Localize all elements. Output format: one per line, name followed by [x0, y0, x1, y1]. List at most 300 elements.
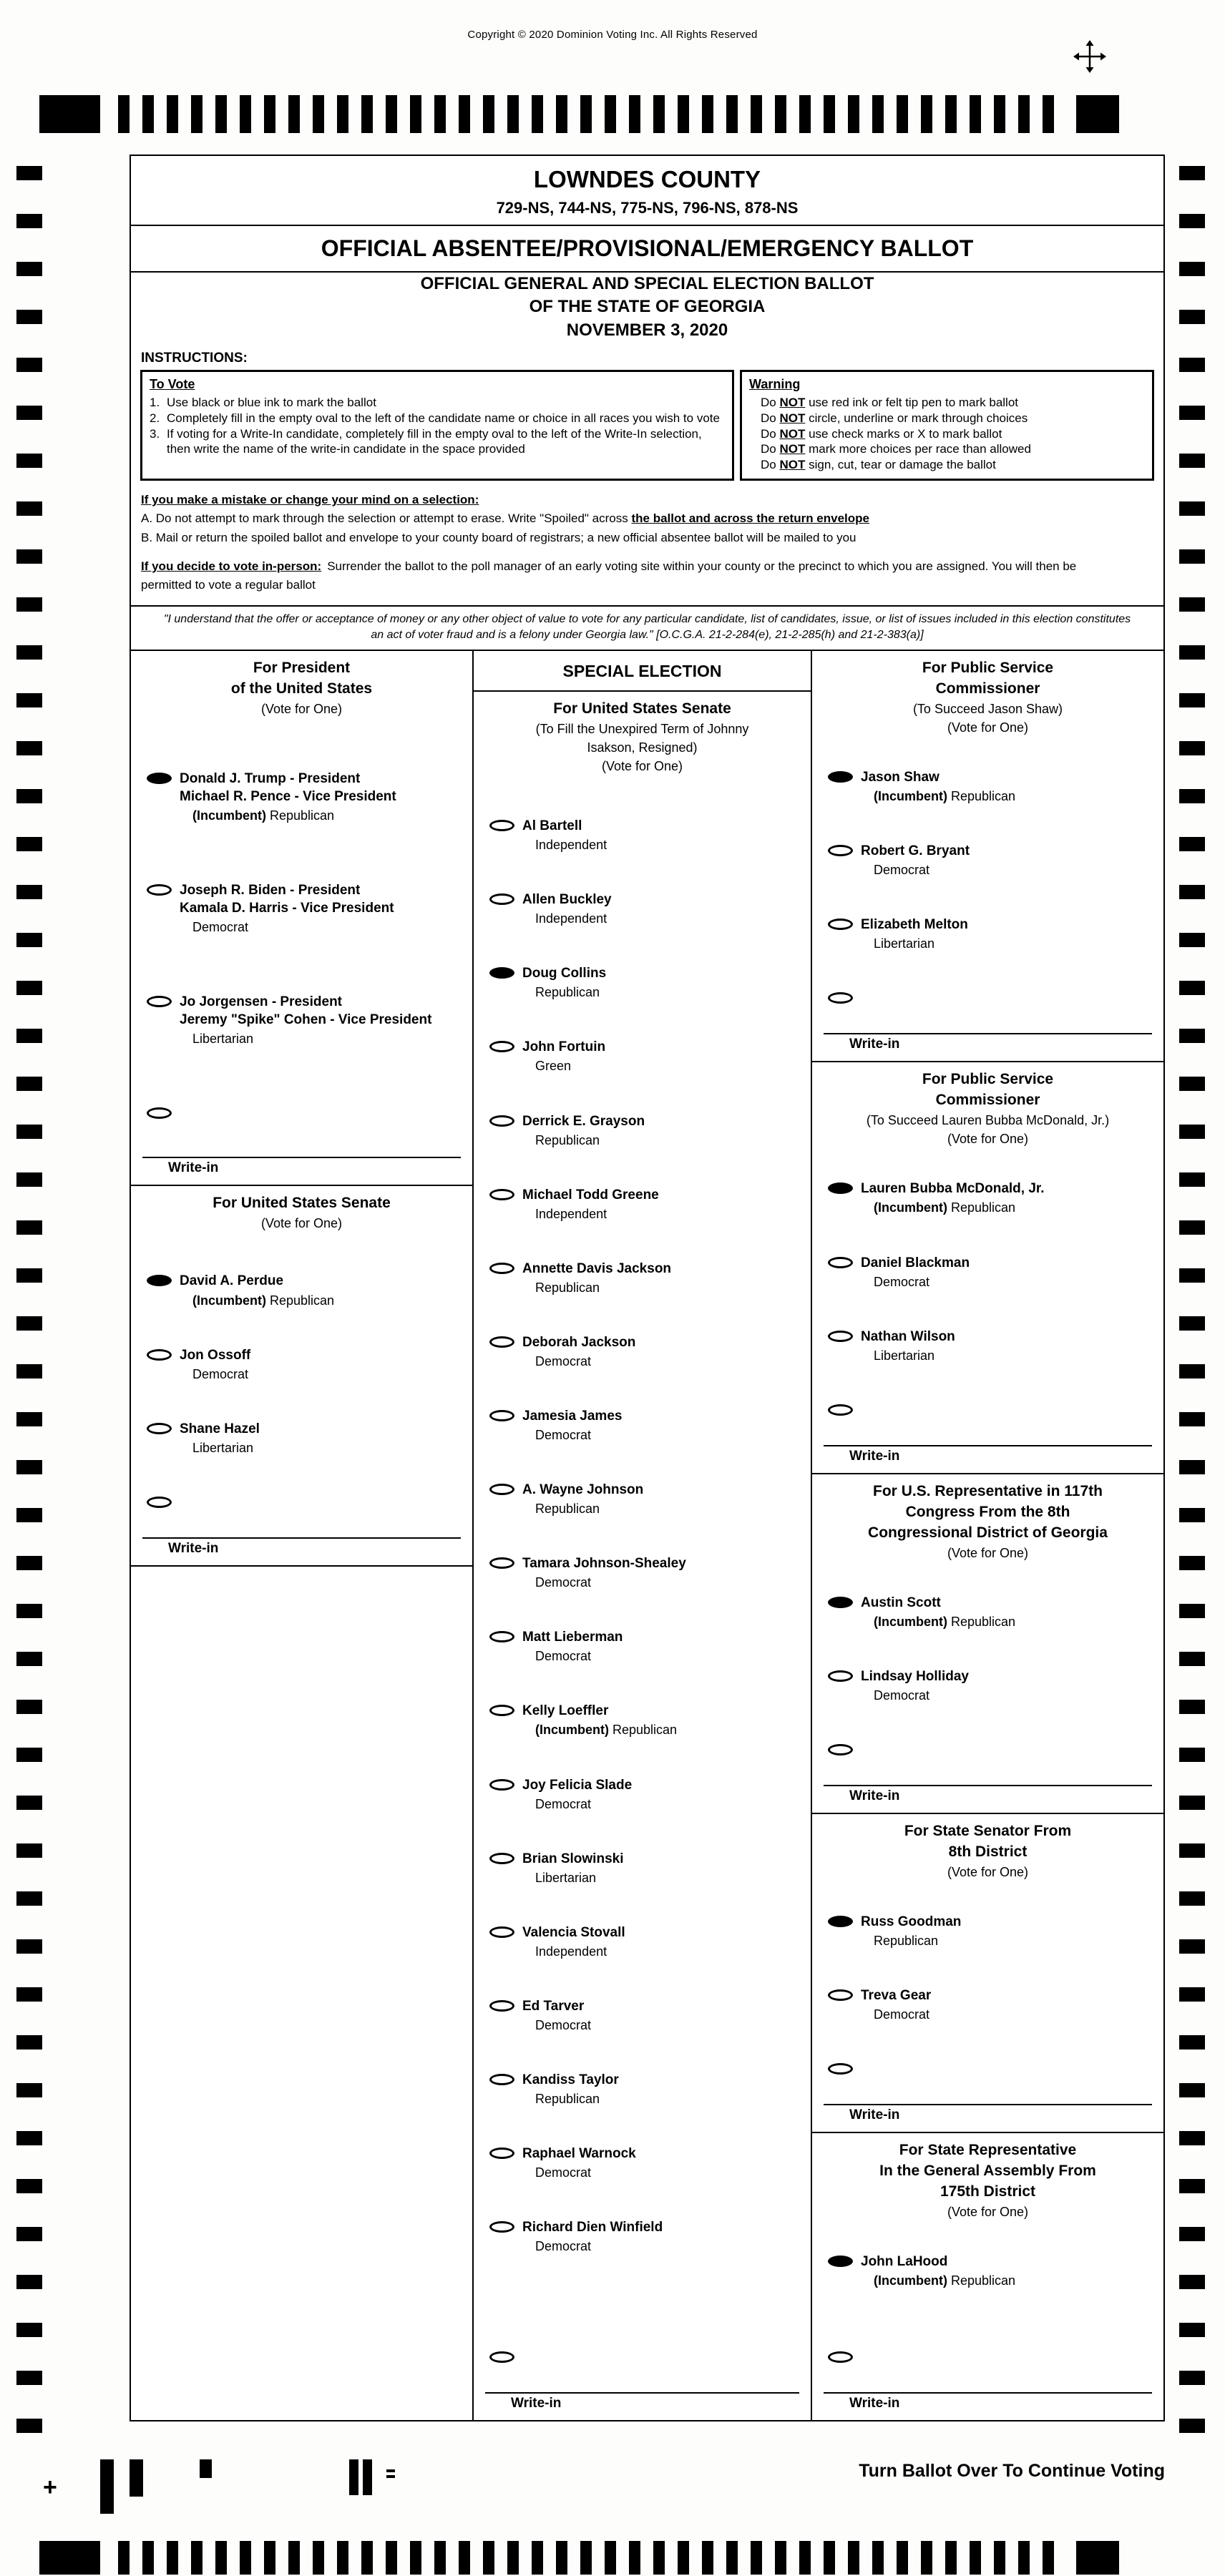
candidate-text — [522, 817, 607, 853]
race-subtitle-line: (To Succeed Lauren Bubba McDonald, Jr.) — [866, 1113, 1110, 1128]
write-in-line[interactable] — [824, 2392, 1152, 2394]
warning-item: Do NOT mark more choices per race than allowed — [761, 442, 1031, 456]
timing-mark — [16, 597, 42, 612]
oval-filled[interactable] — [828, 2256, 853, 2267]
timing-mark — [1179, 1700, 1205, 1714]
race-title-line: For Public Service — [922, 1071, 1054, 1088]
timing-mark — [799, 2541, 811, 2575]
candidate-party: Libertarian — [535, 1870, 597, 1885]
candidate-option — [474, 1481, 811, 1517]
timing-mark — [16, 2323, 42, 2337]
timing-mark — [16, 1700, 42, 1714]
oval-empty[interactable] — [828, 1257, 853, 1268]
timing-mark — [580, 95, 592, 133]
timing-marks-top — [0, 95, 1225, 133]
candidate-option — [812, 768, 1163, 805]
timing-mark — [1018, 2541, 1030, 2575]
timing-mark — [580, 2541, 592, 2575]
candidate-option — [474, 1333, 811, 1370]
to-vote-list — [150, 395, 725, 457]
oval-empty[interactable] — [489, 1336, 514, 1348]
timing-mark — [142, 2541, 154, 2575]
instructions-row — [140, 370, 1154, 481]
timing-mark — [16, 454, 42, 468]
race-subtitle-line: (Vote for One) — [947, 720, 1029, 735]
timing-mark — [1179, 214, 1205, 228]
candidate-text — [180, 1346, 250, 1383]
timing-mark — [16, 1316, 42, 1331]
mistake-item-b: B. Mail or return the spoiled ballot and envelope to your county board of registrars; a new official absentee ballot will be mailed to you — [141, 530, 856, 544]
candidate-text — [180, 770, 396, 824]
turn-ballot-over-text: Turn Ballot Over To Continue Voting — [859, 2461, 1165, 2481]
ballot-code-mark — [100, 2459, 114, 2514]
timing-marks-right — [1179, 0, 1205, 2576]
race-title-line: Congress From the 8th — [905, 1503, 1070, 1520]
timing-mark — [1179, 1748, 1205, 1762]
race-header — [131, 651, 472, 718]
timing-mark — [1076, 2541, 1119, 2575]
timing-mark — [1179, 501, 1205, 516]
candidate-name: Donald J. Trump - President — [180, 770, 361, 786]
warning-item: Do NOT circle, underline or mark through choices — [761, 411, 1028, 425]
timing-mark — [16, 1796, 42, 1810]
candidate-text — [522, 1628, 623, 1665]
timing-mark — [16, 1364, 42, 1378]
race-header — [131, 1186, 472, 1233]
candidate-name: Daniel Blackman — [861, 1255, 970, 1270]
candidate-party: Libertarian — [874, 1348, 935, 1363]
oval-filled[interactable] — [147, 1275, 172, 1286]
candidate-name: Deborah Jackson — [522, 1334, 636, 1350]
oval-empty[interactable] — [489, 1926, 514, 1938]
candidate-text — [522, 964, 606, 1001]
timing-mark — [507, 2541, 519, 2575]
write-in-label: Write-in — [168, 1160, 219, 1176]
timing-mark — [1179, 2371, 1205, 2385]
candidate-party: Libertarian — [874, 936, 935, 951]
timing-mark — [16, 214, 42, 228]
write-in-oval-row — [812, 989, 1163, 1007]
candidate-name: Kandiss Taylor — [522, 2072, 619, 2087]
write-in-line[interactable] — [142, 1157, 461, 1158]
mistake-section — [141, 491, 1153, 595]
timing-mark — [1179, 2275, 1205, 2289]
write-in-oval[interactable] — [828, 1404, 853, 1416]
race-title-line: For United States Senate — [213, 1195, 391, 1212]
oval-empty[interactable] — [489, 1705, 514, 1716]
write-in-oval[interactable] — [828, 992, 853, 1004]
timing-mark — [16, 549, 42, 564]
race-subtitle-line: (Vote for One) — [260, 701, 343, 716]
candidate-option — [812, 1254, 1163, 1291]
timing-mark — [483, 2541, 494, 2575]
timing-mark — [653, 95, 665, 133]
candidate-party: Republican — [535, 2092, 600, 2107]
timing-mark — [337, 95, 348, 133]
candidate-option — [474, 1924, 811, 1960]
timing-mark — [726, 95, 738, 133]
candidate-text — [522, 1112, 645, 1149]
alignment-plus-mark: + — [43, 2474, 57, 2501]
oval-empty[interactable] — [828, 1670, 853, 1682]
timing-mark — [16, 166, 42, 180]
timing-mark — [16, 1748, 42, 1762]
write-in-label: Write-in — [849, 1788, 900, 1803]
timing-mark — [288, 95, 300, 133]
timing-mark — [118, 2541, 130, 2575]
timing-mark — [16, 1604, 42, 1618]
oval-empty[interactable] — [147, 884, 172, 896]
oval-empty[interactable] — [489, 2221, 514, 2233]
candidate-name: Ed Tarver — [522, 1998, 585, 2014]
write-in-section — [474, 2349, 811, 2413]
ballot-header — [131, 156, 1163, 650]
timing-mark — [16, 262, 42, 276]
candidate-option — [474, 2218, 811, 2255]
race-psc-mcdonald — [812, 1062, 1163, 1474]
timing-mark — [1179, 1364, 1205, 1378]
race-header — [812, 2133, 1163, 2221]
oval-empty[interactable] — [489, 1557, 514, 1569]
timing-mark — [872, 95, 884, 133]
timing-mark — [1179, 1556, 1205, 1570]
candidate-option — [474, 2071, 811, 2107]
oval-empty[interactable] — [147, 1423, 172, 1434]
candidate-party: Democrat — [535, 1428, 592, 1443]
candidate-text — [861, 842, 970, 878]
fraud-notice: "I understand that the offer or acceptance of money or any other object of value to vote for any particular candidate, list of candidates, issue, or list of issues included in this election constitutes an act of voter fraud and is a felony under Georgia law." [O.C.G.A. 21-2-284(e), 21-2-285(h) and 21-2-383(a)] — [131, 605, 1163, 650]
timing-mark — [16, 1556, 42, 1570]
race-title-line: 175th District — [940, 2183, 1036, 2200]
timing-mark — [1179, 2419, 1205, 2433]
candidate-text — [522, 1260, 671, 1296]
timing-mark — [337, 2541, 348, 2575]
candidate-option — [131, 1272, 472, 1308]
timing-mark — [361, 95, 373, 133]
timing-mark — [16, 2131, 42, 2145]
timing-mark — [434, 95, 446, 133]
write-in-line[interactable] — [485, 2392, 799, 2394]
timing-mark — [16, 645, 42, 660]
candidate-option — [474, 1112, 811, 1149]
write-in-oval[interactable] — [147, 1107, 172, 1119]
oval-empty[interactable] — [489, 1115, 514, 1127]
oval-empty[interactable] — [828, 845, 853, 856]
timing-mark — [1179, 1460, 1205, 1474]
candidate-option — [474, 1776, 811, 1813]
candidate-text — [861, 1254, 970, 1291]
timing-mark — [16, 981, 42, 995]
oval-filled[interactable] — [489, 967, 514, 979]
candidate-text — [861, 1913, 961, 1949]
timing-mark — [313, 2541, 324, 2575]
write-in-oval[interactable] — [828, 2063, 853, 2075]
ballot-column-1 — [131, 651, 472, 2420]
oval-empty[interactable] — [828, 919, 853, 930]
oval-empty[interactable] — [489, 1410, 514, 1421]
race-title-line: In the General Assembly From — [879, 2163, 1096, 2180]
candidate-name: Richard Dien Winfield — [522, 2220, 663, 2235]
race-us-senate — [131, 1186, 472, 1566]
timing-mark — [16, 2371, 42, 2385]
oval-filled[interactable] — [828, 1916, 853, 1927]
timing-mark — [726, 2541, 738, 2575]
write-in-section — [812, 2060, 1163, 2123]
timing-mark — [605, 95, 616, 133]
candidate-option — [812, 1987, 1163, 2023]
oval-empty[interactable] — [489, 2074, 514, 2085]
candidate-party: Democrat — [192, 920, 249, 935]
race-state-rep-175 — [812, 2133, 1163, 2420]
oval-empty[interactable] — [147, 1349, 172, 1361]
timing-mark — [1179, 1796, 1205, 1810]
candidate-party: Republican — [535, 1132, 600, 1147]
timing-mark — [16, 933, 42, 947]
to-vote-item — [150, 411, 725, 426]
race-title-line: For Public Service — [922, 659, 1054, 676]
oval-empty[interactable] — [828, 1331, 853, 1342]
timing-mark — [702, 2541, 713, 2575]
oval-filled[interactable] — [828, 1597, 853, 1608]
candidate-name: Elizabeth Melton — [861, 917, 968, 933]
timing-marks-left — [16, 0, 42, 2576]
timing-mark — [1179, 1508, 1205, 1522]
candidate-name: Kamala D. Harris - Vice President — [180, 901, 394, 916]
candidate-party: Democrat — [874, 1274, 930, 1289]
candidate-text — [180, 1272, 334, 1308]
candidate-text — [861, 1987, 931, 2023]
mistake-heading: If you make a mistake or change your mind on a selection: — [141, 492, 479, 506]
candidate-text — [861, 1594, 1015, 1630]
timing-mark — [16, 789, 42, 803]
timing-mark — [16, 2179, 42, 2193]
write-in-label: Write-in — [511, 2396, 562, 2411]
timing-mark — [16, 885, 42, 899]
copyright-line: Copyright © 2020 Dominion Voting Inc. All Rights Reserved — [467, 29, 758, 41]
candidate-party: Libertarian — [192, 1032, 254, 1047]
races-area — [131, 650, 1163, 2420]
timing-mark — [16, 1891, 42, 1906]
timing-mark — [629, 2541, 640, 2575]
candidate-text — [522, 2071, 619, 2107]
timing-mark — [1179, 1412, 1205, 1426]
write-in-section — [131, 1105, 472, 1176]
warning-item: Do NOT use check marks or X to mark ballot — [761, 426, 1002, 441]
candidate-name: Joseph R. Biden - President — [180, 883, 361, 898]
oval-empty[interactable] — [489, 820, 514, 831]
timing-mark — [556, 2541, 567, 2575]
oval-filled[interactable] — [147, 773, 172, 784]
write-in-oval[interactable] — [828, 2351, 853, 2363]
election-date: NOVEMBER 3, 2020 — [566, 320, 728, 340]
oval-empty[interactable] — [489, 1779, 514, 1791]
timing-mark — [16, 1172, 42, 1187]
write-in-line[interactable] — [824, 1445, 1152, 1446]
timing-mark — [16, 1125, 42, 1139]
timing-mark — [1179, 2179, 1205, 2193]
ballot-code-mark — [363, 2459, 372, 2495]
race-title-line: Commissioner — [935, 1092, 1040, 1109]
oval-empty[interactable] — [147, 996, 172, 1007]
timing-mark — [532, 95, 543, 133]
timing-mark — [167, 95, 178, 133]
write-in-line[interactable] — [824, 1033, 1152, 1034]
timing-mark — [118, 95, 130, 133]
oval-empty[interactable] — [489, 1189, 514, 1200]
timing-mark — [1179, 549, 1205, 564]
write-in-line[interactable] — [824, 2104, 1152, 2105]
race-subtitle-line: (To Succeed Jason Shaw) — [912, 701, 1063, 716]
timing-mark — [872, 2541, 884, 2575]
timing-mark — [775, 95, 786, 133]
write-in-line[interactable] — [142, 1537, 461, 1539]
timing-mark — [191, 95, 202, 133]
candidate-party: Independent — [535, 838, 607, 853]
to-vote-item-text: Completely fill in the empty oval to the left of the candidate name or choice in all races you wish to vote — [167, 411, 720, 425]
write-in-label: Write-in — [849, 1037, 900, 1052]
write-in-oval-row — [812, 2349, 1163, 2366]
race-subtitle-line: (To Fill the Unexpired Term of Johnny — [535, 721, 749, 736]
ballot-code-mark — [200, 2459, 212, 2478]
candidate-party: Democrat — [535, 1353, 592, 1368]
candidate-name: Austin Scott — [861, 1595, 941, 1610]
oval-empty[interactable] — [828, 1989, 853, 2001]
candidate-option — [131, 1346, 472, 1383]
timing-mark — [1179, 2035, 1205, 2049]
race-title-line: For U.S. Representative in 117th — [873, 1482, 1103, 1499]
race-header — [474, 692, 811, 775]
district-codes: 729-NS, 744-NS, 775-NS, 796-NS, 878-NS — [496, 199, 799, 217]
ballot-subtitle-1: OFFICIAL GENERAL AND SPECIAL ELECTION BALLOT — [420, 274, 874, 293]
write-in-section — [131, 1494, 472, 1557]
candidate-option — [474, 1997, 811, 2034]
to-vote-box — [140, 370, 734, 481]
timing-mark — [775, 2541, 786, 2575]
candidate-party: Libertarian — [192, 1440, 254, 1455]
write-in-oval[interactable] — [828, 1744, 853, 1755]
candidate-option — [131, 770, 472, 824]
timing-mark — [410, 2541, 421, 2575]
timing-mark — [1179, 1939, 1205, 1954]
candidate-party: Green — [535, 1059, 572, 1074]
oval-empty[interactable] — [489, 1631, 514, 1642]
candidate-option — [474, 1554, 811, 1591]
candidate-party: Independent — [535, 911, 607, 926]
timing-mark — [16, 741, 42, 755]
warning-item: Do NOT sign, cut, tear or damage the ballot — [761, 458, 996, 472]
timing-mark — [1076, 95, 1119, 133]
race-subtitle-line: (Vote for One) — [947, 1132, 1029, 1147]
timing-mark — [605, 2541, 616, 2575]
write-in-label: Write-in — [849, 1448, 900, 1464]
race-subtitle-line: (Vote for One) — [947, 2205, 1029, 2220]
race-title-line: of the United States — [230, 680, 373, 697]
oval-empty[interactable] — [489, 893, 514, 905]
oval-empty[interactable] — [489, 2000, 514, 2012]
write-in-oval[interactable] — [147, 1497, 172, 1508]
timing-mark — [678, 2541, 689, 2575]
candidate-party: Republican — [874, 1934, 939, 1949]
timing-mark — [1179, 885, 1205, 899]
warning-box — [740, 370, 1154, 481]
timing-mark — [1179, 1604, 1205, 1618]
candidate-option — [131, 1420, 472, 1456]
oval-empty[interactable] — [489, 1041, 514, 1052]
candidate-party: (Incumbent) Republican — [874, 2273, 1016, 2288]
timing-mark — [215, 95, 227, 133]
oval-empty[interactable] — [489, 2148, 514, 2159]
timing-mark — [897, 2541, 908, 2575]
ballot-code-mark — [130, 2459, 143, 2497]
oval-empty[interactable] — [489, 1263, 514, 1274]
ballot-code-mark — [349, 2459, 358, 2495]
timing-mark — [1179, 597, 1205, 612]
oval-filled[interactable] — [828, 1182, 853, 1194]
race-header — [812, 651, 1163, 737]
candidate-option — [474, 1702, 811, 1738]
oval-empty[interactable] — [489, 1484, 514, 1495]
write-in-oval-row — [812, 1401, 1163, 1419]
oval-empty[interactable] — [489, 1853, 514, 1864]
timing-mark — [16, 501, 42, 516]
candidate-name: Matt Lieberman — [522, 1630, 623, 1645]
timing-mark — [1179, 2131, 1205, 2145]
write-in-oval[interactable] — [489, 2351, 514, 2363]
candidate-name: Lindsay Holliday — [861, 1668, 969, 1684]
candidate-option — [812, 842, 1163, 878]
timing-mark — [16, 406, 42, 420]
candidate-option — [474, 1628, 811, 1665]
ballot-column-2 — [472, 651, 812, 2420]
candidate-text — [522, 2145, 636, 2181]
timing-mark — [1179, 693, 1205, 707]
race-title-line: 8th District — [948, 1843, 1028, 1860]
candidate-option — [474, 1407, 811, 1444]
timing-mark — [921, 95, 932, 133]
race-us-rep-117 — [812, 1474, 1163, 1814]
write-in-oval-row — [812, 2060, 1163, 2078]
oval-filled[interactable] — [828, 771, 853, 783]
candidate-name: Valencia Stovall — [522, 1924, 625, 1940]
candidate-text — [522, 891, 612, 927]
write-in-oval-row — [474, 2349, 811, 2366]
candidate-party: Democrat — [874, 2007, 930, 2022]
timing-mark — [1179, 645, 1205, 660]
candidate-option — [812, 1328, 1163, 1364]
candidate-name: Jason Shaw — [861, 769, 940, 785]
timing-mark — [1179, 2227, 1205, 2241]
candidate-party: Independent — [535, 1206, 607, 1221]
write-in-section — [812, 2349, 1163, 2413]
in-person-paragraph — [141, 557, 1114, 595]
write-in-oval-row — [131, 1494, 472, 1512]
ballot-title: OFFICIAL ABSENTEE/PROVISIONAL/EMERGENCY BALLOT — [321, 235, 974, 261]
timing-mark — [1179, 1316, 1205, 1331]
candidate-option — [131, 881, 472, 936]
candidate-party: (Incumbent) Republican — [874, 1200, 1016, 1215]
candidate-text — [180, 881, 394, 936]
timing-mark — [1179, 981, 1205, 995]
timing-mark — [799, 95, 811, 133]
timing-mark — [653, 2541, 665, 2575]
candidate-option — [812, 1667, 1163, 1704]
candidate-party: Democrat — [535, 1796, 592, 1811]
write-in-line[interactable] — [824, 1785, 1152, 1786]
candidate-text — [861, 2253, 1015, 2289]
candidate-text — [522, 1186, 659, 1223]
to-vote-item-number: 1. — [150, 396, 160, 410]
to-vote-title: To Vote — [150, 377, 195, 392]
